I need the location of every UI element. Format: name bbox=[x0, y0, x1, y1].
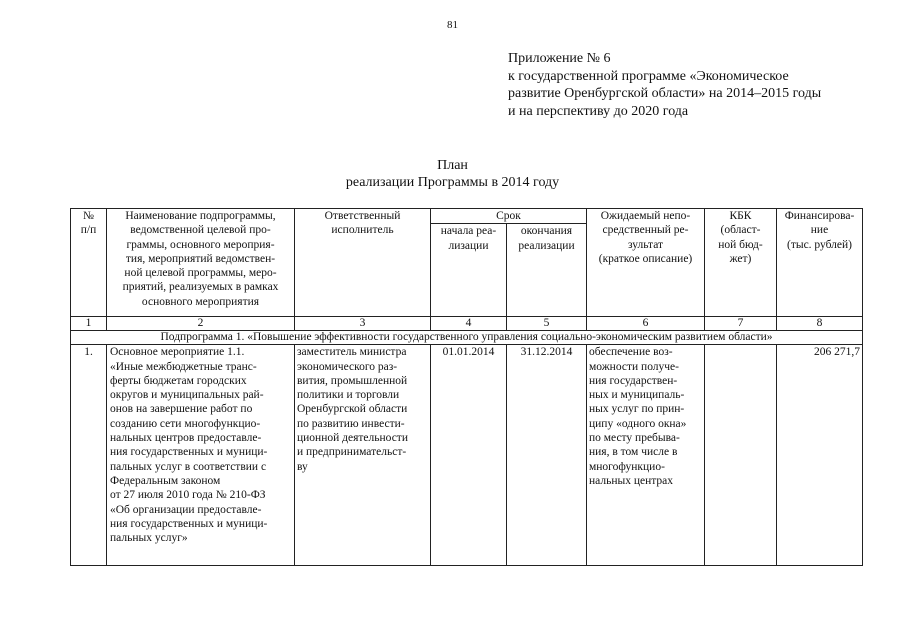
column-number: 6 bbox=[587, 317, 705, 331]
appendix-line: развитие Оренбургской области» на 2014–2015 годы bbox=[508, 86, 822, 101]
subprogram-title: Подпрограмма 1. «Повышение эффективности государственного управления социально-экономическим развитием области» bbox=[71, 331, 863, 345]
row-end-date: 31.12.2014 bbox=[507, 345, 587, 566]
plan-table bbox=[70, 208, 863, 566]
header-name: Наименование подпрограммы, ведомственной целевой про- граммы, основного мероприя- тия, мероприятий ведомствен- ной целевой программы, меро- приятий, реализуемых в рамках основного мероприятия bbox=[107, 209, 295, 317]
title-line-2: реализации Программы в 2014 году bbox=[345, 175, 560, 190]
header-result: Ожидаемый непо- средственный ре- зультат (краткое описание) bbox=[587, 209, 705, 317]
appendix-note bbox=[508, 50, 888, 120]
column-number: 2 bbox=[107, 317, 295, 331]
header-term-end: окончания реализации bbox=[507, 224, 587, 317]
appendix-line: Приложение № 6 bbox=[508, 51, 611, 66]
header-kbk: КБК (област- ной бюд- жет) bbox=[705, 209, 777, 317]
row-responsible: заместитель министра экономического раз- вития, промышленной политики и торговли Оренбургской области по развитию инвести- ционной деятельности и предпринимательст- ву bbox=[295, 345, 431, 566]
table-row bbox=[71, 345, 863, 566]
appendix-line: и на перспективу до 2020 года bbox=[508, 103, 689, 119]
row-name: Основное мероприятие 1.1. «Иные межбюджетные транс- ферты бюджетам городских округов и муниципальных рай- онов на завершение работ по созданию сети многофункцио- нальных центров предоставле- ния государственных и муници- пальных услуг в соответствии с Федеральным законом от 27 июля 2010 года № 210-ФЗ «Об организации предоставле- ния государственных и муници- пальных услуг» bbox=[107, 345, 295, 566]
page-number: 81 bbox=[447, 19, 458, 31]
appendix-line: к государственной программе «Экономическое bbox=[508, 68, 789, 84]
row-result: обеспечение воз- можности получе- ния государствен- ных и муниципаль- ных услуг по прин- ципу «одного окна» по месту пребыва- ния, в том числе в многофункцио- нальных центрах bbox=[587, 345, 705, 566]
row-finance: 206 271,7 bbox=[777, 345, 863, 566]
column-number: 1 bbox=[71, 317, 107, 331]
column-number: 4 bbox=[431, 317, 507, 331]
column-number: 3 bbox=[295, 317, 431, 331]
header-term-start: начала реа- лизации bbox=[431, 224, 507, 317]
column-number: 7 bbox=[705, 317, 777, 331]
row-start-date: 01.01.2014 bbox=[431, 345, 507, 566]
header-responsible: Ответственный исполнитель bbox=[295, 209, 431, 317]
header-num: № п/п bbox=[71, 209, 107, 317]
column-number-row bbox=[71, 317, 863, 331]
document-title bbox=[0, 157, 905, 191]
header-row bbox=[71, 209, 863, 224]
subprogram-row bbox=[71, 331, 863, 345]
header-finance: Финансирова- ние (тыс. рублей) bbox=[777, 209, 863, 317]
row-kbk bbox=[705, 345, 777, 566]
row-num: 1. bbox=[71, 345, 107, 566]
header-term: Срок bbox=[431, 209, 587, 224]
column-number: 8 bbox=[777, 317, 863, 331]
column-number: 5 bbox=[507, 317, 587, 331]
title-line-1: План bbox=[437, 158, 468, 173]
